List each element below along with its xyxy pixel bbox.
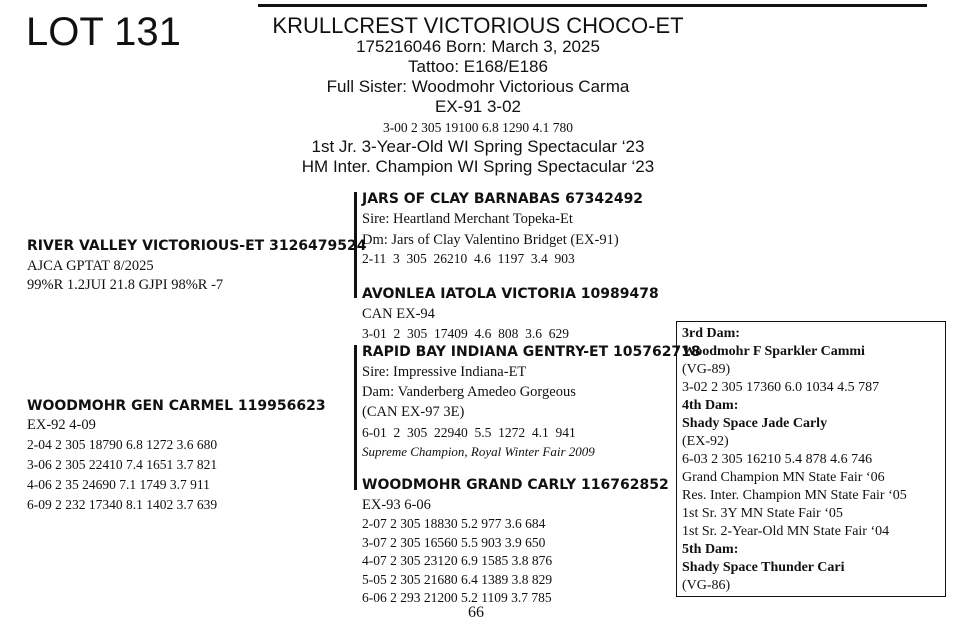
- sire-line-1: AJCA GPTAT 8/2025: [27, 258, 154, 274]
- sire-sire-name: JARS OF CLAY BARNABAS 67342492: [362, 191, 644, 207]
- dam-sire-name: RAPID BAY INDIANA GENTRY-ET 105762718: [362, 344, 701, 360]
- full-sister-score: EX-91 3-02: [435, 97, 521, 116]
- full-sister: Full Sister: Woodmohr Victorious Carma: [326, 77, 630, 96]
- top-rule: [258, 4, 927, 7]
- dam-sire-dam: Dam: Vanderberg Amedeo Gorgeous: [362, 384, 576, 400]
- dam-dam-record-row: 4-07 2 305 23120 6.9 1585 3.8 876: [362, 553, 553, 568]
- dam-dam-name: WOODMOHR GRAND CARLY 116762852: [362, 477, 669, 493]
- ancestry-detail: (EX-92): [682, 434, 729, 449]
- ancestry-heading: 4th Dam:: [682, 398, 739, 413]
- sire-line-2: 99%R 1.2JUI 21.8 GJPI 98%R -7: [27, 277, 224, 293]
- ancestry-heading: Shady Space Thunder Cari: [682, 560, 845, 575]
- dam-record-row: 2-04 2 305 18790 6.8 1272 3.6 680: [27, 437, 218, 452]
- ancestry-detail: (VG-89): [682, 362, 731, 377]
- dam-bracket: [354, 345, 357, 490]
- dam-dam-score: EX-93 6-06: [362, 497, 431, 513]
- ancestry-lines: [682, 325, 907, 595]
- dam-name: WOODMOHR GEN CARMEL 119956623: [27, 398, 326, 414]
- sire-sire-sire: Sire: Heartland Merchant Topeka-Et: [362, 211, 573, 227]
- dam-sire-record: 6-01 2 305 22940 5.5 1272 4.1 941: [362, 425, 576, 440]
- registration-born: 175216046 Born: March 3, 2025: [356, 37, 600, 56]
- ancestry-detail: 6-03 2 305 16210 5.4 878 4.6 746: [682, 452, 873, 467]
- sire-dam-score: CAN EX-94: [362, 306, 435, 322]
- dam-record-row: 4-06 2 35 24690 7.1 1749 3.7 911: [27, 477, 210, 492]
- ancestry-detail: 1st Sr. 2-Year-Old MN State Fair ‘04: [682, 524, 890, 539]
- ancestry-heading: Woodmohr F Sparkler Cammi: [682, 344, 865, 359]
- dam-dam-record-row: 3-07 2 305 16560 5.5 903 3.9 650: [362, 534, 546, 550]
- full-sister-record: 3-00 2 305 19100 6.8 1290 4.1 780: [382, 120, 574, 135]
- award-2: HM Inter. Champion WI Spring Spectacular ‘23: [301, 157, 655, 176]
- ancestry-detail: 1st Sr. 3Y MN State Fair ‘05: [682, 506, 843, 521]
- page-number: 66: [468, 604, 484, 621]
- ancestry-detail: Res. Inter. Champion MN State Fair ‘05: [682, 488, 907, 503]
- ancestry-detail: (VG-86): [682, 578, 731, 593]
- sire-name: RIVER VALLEY VICTORIOUS-ET 3126479524: [27, 238, 367, 254]
- award-1: 1st Jr. 3-Year-Old WI Spring Spectacular ‘23: [311, 137, 645, 156]
- lot-number: LOT 131: [26, 10, 181, 54]
- tattoo: Tattoo: E168/E186: [408, 57, 548, 76]
- dam-dam-record-row: 5-05 2 305 21680 6.4 1389 3.8 829: [362, 571, 553, 587]
- dam-dam-record-row: 2-07 2 305 18830 5.2 977 3.6 684: [362, 516, 546, 531]
- sire-sire-dam: Dm: Jars of Clay Valentino Bridget (EX-91): [362, 232, 619, 248]
- ancestry-detail: 3-02 2 305 17360 6.0 1034 4.5 787: [682, 380, 880, 395]
- sire-dam-name: AVONLEA IATOLA VICTORIA 10989478: [362, 286, 659, 302]
- dam-dam-record-row: 6-06 2 293 21200 5.2 1109 3.7 785: [362, 590, 552, 605]
- dam-dam-records: [362, 515, 552, 608]
- animal-name: KRULLCREST VICTORIOUS CHOCO-ET: [272, 13, 684, 38]
- ancestry-heading: Shady Space Jade Carly: [682, 416, 828, 431]
- dam-score: EX-92 4-09: [27, 417, 96, 433]
- dam-record-row: 6-09 2 232 17340 8.1 1402 3.7 639: [27, 497, 218, 512]
- dam-sire-dam-score: (CAN EX-97 3E): [362, 404, 465, 420]
- sire-sire-record: 2-11 3 305 26210 4.6 1197 3.4 903: [362, 251, 575, 266]
- ancestry-detail: Grand Champion MN State Fair ‘06: [682, 470, 885, 485]
- dam-sire-sire: Sire: Impressive Indiana-ET: [362, 364, 527, 380]
- ancestry-heading: 3rd Dam:: [682, 326, 740, 341]
- dam-records: [27, 435, 217, 515]
- ancestry-heading: 5th Dam:: [682, 542, 739, 557]
- ancestry-box: [676, 321, 946, 597]
- dam-sire-award: Supreme Champion, Royal Winter Fair 2009: [362, 444, 595, 459]
- dam-record-row: 3-06 2 305 22410 7.4 1651 3.7 821: [27, 457, 218, 472]
- sire-dam-record: 3-01 2 305 17409 4.6 808 3.6 629: [362, 326, 569, 341]
